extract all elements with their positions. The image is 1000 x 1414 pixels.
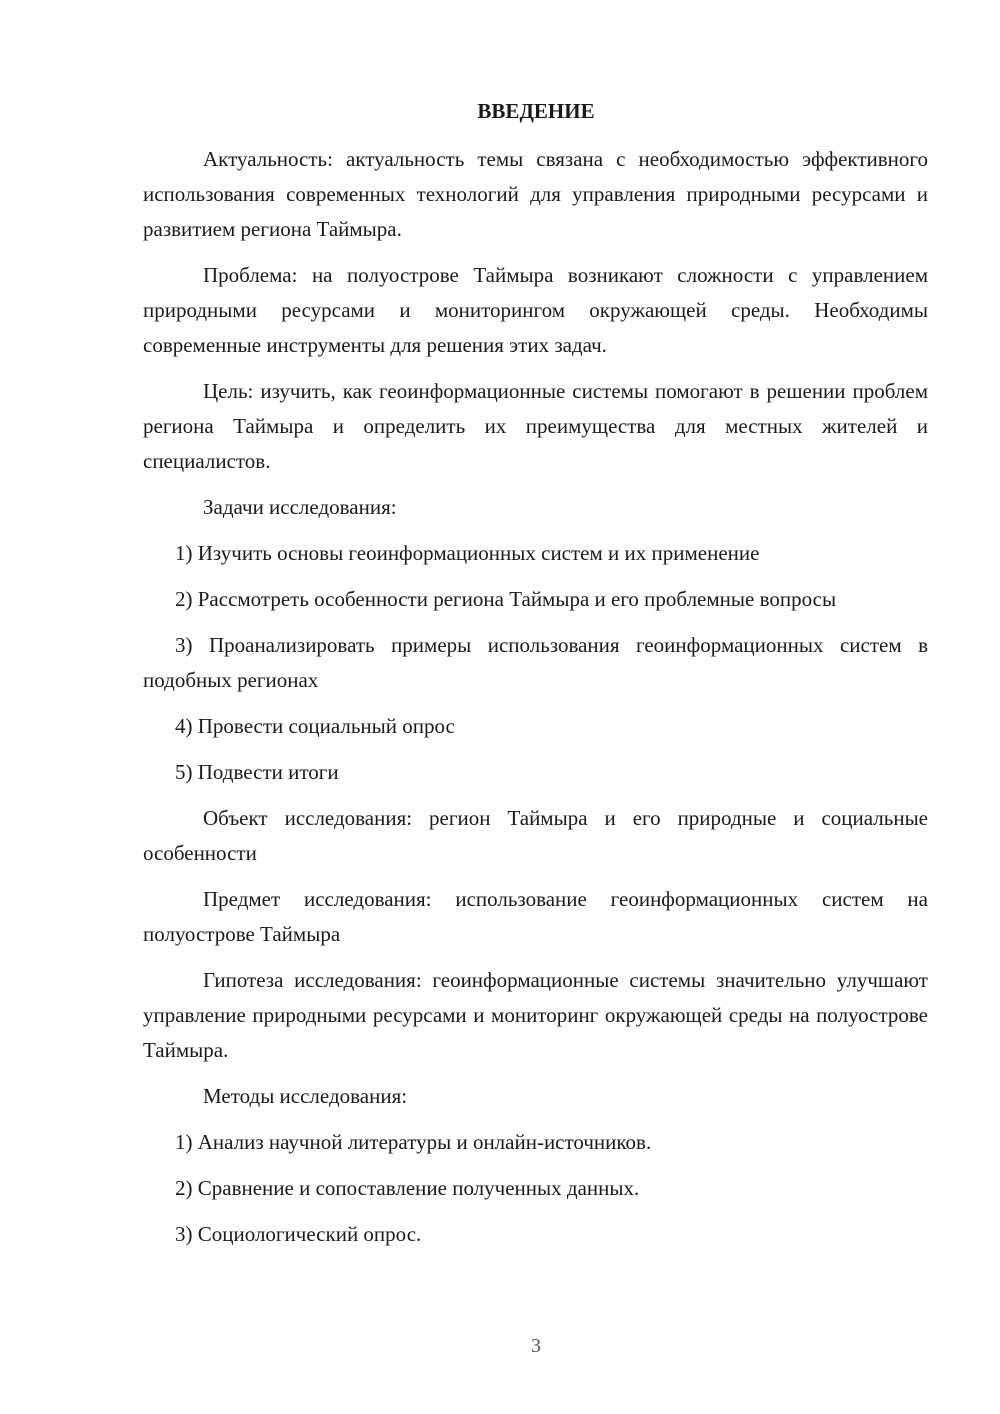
paragraph-object: Объект исследования: регион Таймыра и его природные и социальные особенности bbox=[143, 806, 928, 865]
method-list-item-3: 3) Социологический опрос. bbox=[175, 1222, 422, 1246]
task-list-item-2: 2) Рассмотреть особенности региона Таймыра и его проблемные вопросы bbox=[175, 587, 837, 611]
method-list-item-2: 2) Сравнение и сопоставление полученных данных. bbox=[175, 1176, 640, 1200]
paragraph-problem: Проблема: на полуострове Таймыра возникают сложности с управлением природными ресурсами и мониторингом окружающей среды. Необходимы современные инструменты для решения этих задач. bbox=[143, 263, 928, 357]
paragraph-subject: Предмет исследования: использование геоинформационных систем на полуострове Таймыра bbox=[143, 887, 928, 946]
page-title: ВВЕДЕНИЕ bbox=[477, 99, 595, 123]
paragraph-tasks-heading: Задачи исследования: bbox=[203, 495, 397, 519]
paragraph-relevance: Актуальность: актуальность темы связана с необходимостью эффективного использования современных технологий для управления природными ресурсами и развитием региона Таймыра. bbox=[143, 147, 928, 241]
paragraph-methods-heading: Методы исследования: bbox=[203, 1084, 408, 1108]
task-list-item-5: 5) Подвести итоги bbox=[175, 760, 339, 784]
task-list-item-3: 3) Проанализировать примеры использования геоинформационных систем в подобных регионах bbox=[143, 633, 928, 692]
task-list-item-1: 1) Изучить основы геоинформационных систем и их применение bbox=[175, 541, 760, 565]
page-number: 3 bbox=[531, 1335, 541, 1357]
paragraph-goal: Цель: изучить, как геоинформационные системы помогают в решении проблем региона Таймыра и определить их преимущества для местных жителей и специалистов. bbox=[143, 379, 928, 473]
paragraph-hypothesis: Гипотеза исследования: геоинформационные системы значительно улучшают управление природными ресурсами и мониторинг окружающей среды на полуострове Таймыра. bbox=[143, 968, 928, 1062]
method-list-item-1: 1) Анализ научной литературы и онлайн-источников. bbox=[175, 1130, 652, 1154]
task-list-item-4: 4) Провести социальный опрос bbox=[175, 714, 455, 738]
document-body bbox=[143, 142, 928, 1263]
